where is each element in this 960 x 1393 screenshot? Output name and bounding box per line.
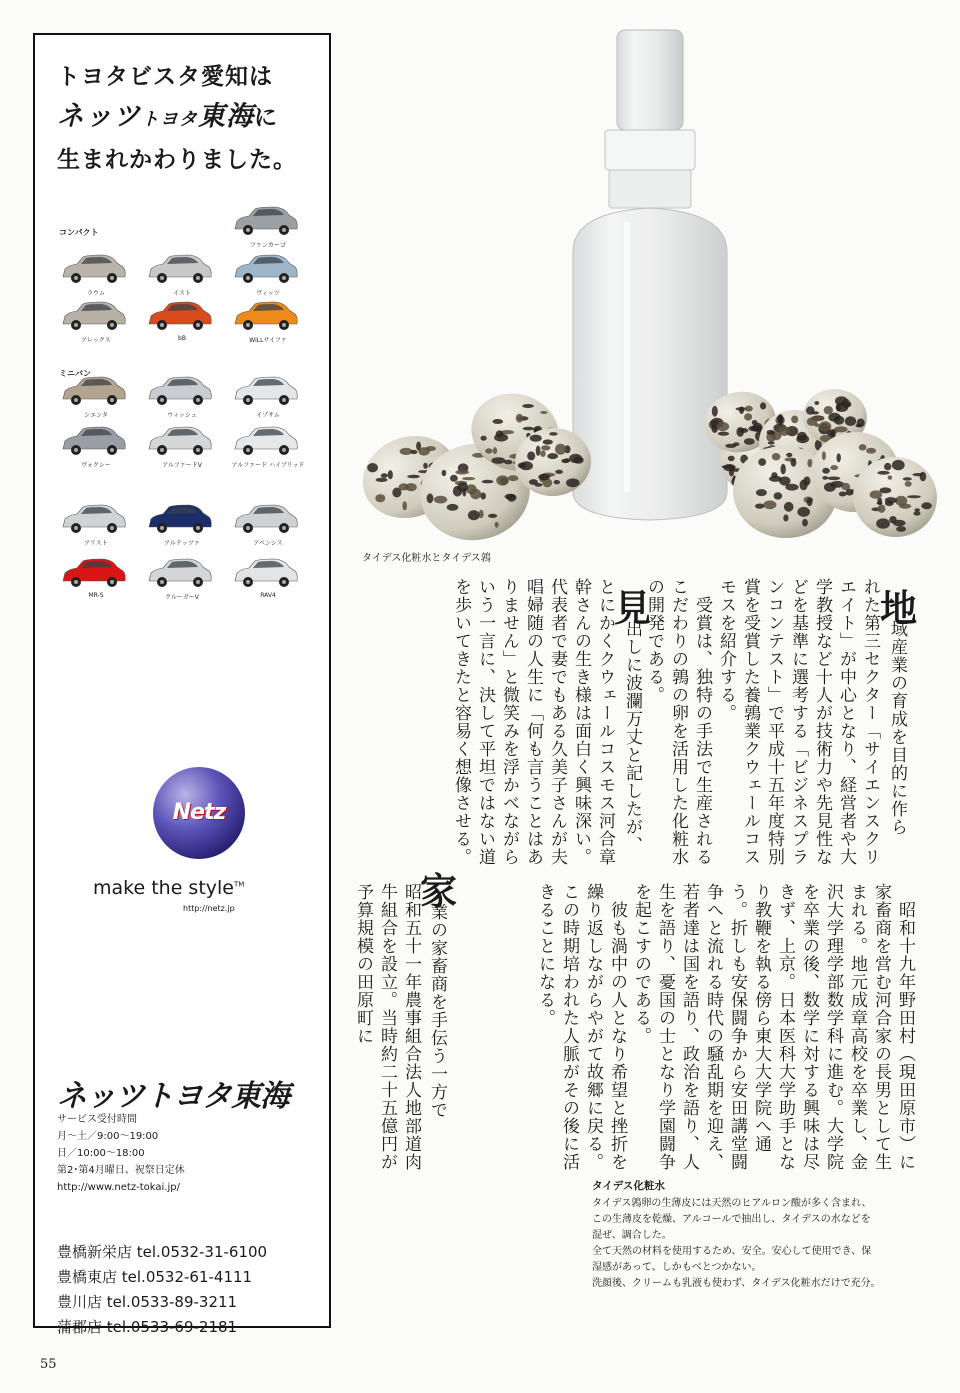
hours-line: サービス受付時間 — [57, 1114, 137, 1125]
car-image — [231, 253, 301, 287]
egg-speckle — [388, 470, 393, 479]
section-label-compact: コンパクト — [59, 228, 99, 237]
sidebar-line: 混ぜ、調合した。 — [592, 1230, 672, 1241]
egg-speckle — [376, 478, 388, 482]
egg-speckle — [564, 458, 570, 463]
car-item — [59, 425, 133, 469]
sidebar-line: タイデス鶉卵の生薄皮には天然のヒアルロン酸が多く含まれ、 — [592, 1198, 872, 1209]
car-image — [231, 503, 301, 537]
egg-speckle — [783, 514, 788, 521]
egg-speckle — [402, 501, 407, 510]
egg-speckle — [920, 472, 927, 481]
egg-speckle — [797, 507, 810, 517]
car-item — [145, 503, 219, 547]
car-name: アベンシス — [253, 540, 283, 547]
egg-speckle — [807, 498, 813, 506]
car-item — [231, 503, 305, 547]
egg-speckle — [913, 511, 920, 515]
egg-speckle — [574, 457, 584, 464]
egg-speckle — [566, 478, 580, 487]
car-image — [59, 375, 129, 409]
car-item — [145, 300, 219, 342]
article-paragraph: 昭和五十一年農事組合法人地部道肉牛組合を設立。当時約二十五億円が予算規模の田原町に — [353, 883, 421, 1171]
egg-speckle — [488, 514, 497, 518]
egg-speckle — [547, 453, 558, 459]
drop-cap: 地 — [880, 586, 917, 630]
car-item — [231, 300, 305, 344]
car-item — [231, 375, 305, 419]
egg-speckle — [425, 446, 436, 451]
egg-speckle — [549, 432, 558, 436]
egg-speckle — [728, 456, 735, 462]
egg-speckle — [485, 448, 492, 453]
car-name: イプサム — [256, 412, 280, 419]
egg-speckle — [447, 504, 459, 511]
car-item — [59, 557, 133, 599]
drop-cap: 見 — [614, 586, 651, 630]
car-name: ラウム — [87, 290, 105, 297]
egg-speckle — [712, 406, 718, 417]
egg-speckle — [905, 481, 912, 487]
egg-speckle — [837, 453, 841, 462]
egg-speckle — [493, 419, 504, 424]
egg-speckle — [538, 474, 549, 480]
article-paragraph: 域産業の育成を目的に作ら — [887, 620, 907, 836]
egg-speckle — [540, 450, 546, 457]
netz-advertisement — [33, 33, 331, 1336]
egg-speckle — [495, 522, 499, 528]
car-name: クルーガーV — [165, 594, 199, 601]
egg-speckle — [779, 476, 790, 485]
egg-speckle — [536, 446, 541, 456]
car-item — [231, 557, 305, 599]
egg-speckle — [835, 396, 848, 406]
car-item — [231, 253, 305, 297]
egg-speckle — [758, 458, 766, 466]
shop-item: 蒲郡店 tel.0533-69-2181 — [57, 1318, 238, 1336]
article-body — [353, 578, 917, 1180]
car-image — [59, 503, 129, 537]
shop-item: 豊橋東店 tel.0532-61-4111 — [57, 1268, 253, 1286]
egg-speckle — [779, 426, 791, 436]
egg-speckle — [455, 470, 469, 475]
egg-speckle — [522, 404, 534, 408]
egg-speckle — [410, 450, 417, 454]
sidebar-line: 洗顔後、クリームも乳液も使わず、タイデス化粧水だけで充分。 — [592, 1278, 881, 1289]
egg-speckle — [744, 438, 755, 445]
egg-speckle — [877, 471, 889, 475]
egg-speckle — [819, 421, 831, 431]
egg-speckle — [492, 457, 506, 464]
product-sidebar — [592, 1178, 937, 1292]
car-name: RAV4 — [260, 592, 276, 599]
car-name: bB — [178, 335, 186, 342]
egg-speckle — [784, 502, 794, 512]
egg-speckle — [807, 417, 817, 426]
egg-speckle — [781, 464, 786, 475]
egg-speckle — [749, 426, 759, 431]
car-item — [145, 375, 219, 419]
egg-speckle — [442, 470, 447, 476]
article-paragraph: とにかくクウェールコスモス河合章幹さんの生き様は面白く興味深い。代表者で妻でもある久美子さんが夫唱婦随の人生に「何も言うことはありません」と微笑みを浮かべながらいう一言に、決して平坦ではない道を歩いてきたと容易く想像させる。 — [451, 578, 615, 866]
egg-speckle — [755, 504, 764, 509]
egg-speckle — [903, 477, 912, 480]
egg-speckle — [877, 502, 883, 505]
car-name: アリスト — [84, 540, 108, 547]
car-name: ウィッシュ — [167, 412, 197, 419]
egg-speckle — [716, 422, 729, 431]
car-name: ヴォクシー — [81, 462, 111, 469]
egg-speckle — [482, 480, 494, 484]
egg-speckle — [830, 465, 838, 470]
ad-url[interactable]: http://netz.jp — [183, 904, 235, 913]
egg-speckle — [803, 476, 810, 485]
article-paragraph: れた第三セクター「サイエンスクリエイト」が中心となり、経営者や大学教授など十人が技術力や先見性などを基準に選考する「ビジネスプランコンテスト」で平成十五年度特別賞を受賞した養鶉業クウェールコスモスを紹介する。 受賞は、独特の手法で生産されるこだわりの鶉の卵を活用した化粧水の開発である。 — [644, 578, 880, 866]
car-name: アルテッツァ — [164, 540, 200, 547]
car-image — [59, 425, 129, 459]
egg-speckle — [481, 436, 487, 441]
egg-speckle — [899, 504, 911, 509]
egg-speckle — [744, 413, 752, 420]
car-item — [59, 375, 133, 419]
car-item — [145, 557, 219, 601]
egg-speckle — [878, 505, 886, 513]
car-image — [231, 375, 301, 409]
egg-speckle — [729, 466, 734, 476]
car-name: ファンカーゴ — [250, 242, 286, 249]
egg-speckle — [876, 518, 890, 528]
car-image — [231, 205, 301, 239]
car-image — [59, 253, 129, 287]
egg-speckle — [791, 416, 798, 424]
egg-speckle — [811, 411, 819, 414]
egg-speckle — [468, 510, 480, 520]
egg-speckle — [896, 526, 906, 532]
egg-speckle — [733, 442, 740, 446]
egg-speckle — [884, 463, 891, 470]
egg-speckle — [375, 494, 385, 502]
egg-speckle — [822, 451, 826, 460]
egg-speckle — [493, 447, 497, 454]
egg-speckle — [434, 496, 447, 504]
ad-headline-line3: 生まれかわりました。 — [57, 147, 297, 173]
egg-speckle — [777, 414, 783, 424]
ad-headline-line2: ネッツトヨタ東海に — [57, 101, 278, 132]
netz-logo: Netz — [153, 767, 245, 859]
hours-line: 月〜土／9:00〜19:00 — [57, 1131, 159, 1142]
trademark-mark: TM — [234, 880, 245, 889]
egg-speckle — [822, 476, 828, 480]
car-image — [231, 300, 301, 334]
egg-speckle — [888, 475, 893, 479]
car-item — [231, 425, 305, 469]
car-name: アルファード ハイブリッド — [231, 462, 305, 469]
egg-speckle — [555, 470, 563, 474]
egg-speckle — [480, 493, 486, 500]
egg-speckle — [814, 401, 819, 405]
sidebar-title: タイデス化粧水 — [592, 1180, 665, 1192]
egg-speckle — [828, 413, 840, 422]
photo-caption: タイデス化粧水とタイデス鶉 — [362, 553, 491, 564]
car-image — [59, 557, 129, 591]
ad-headline — [57, 57, 327, 180]
egg-speckle — [785, 484, 798, 491]
car-item — [145, 425, 219, 469]
ad-tagline: make the style™ — [93, 877, 245, 899]
car-name: アルファードV — [162, 462, 202, 469]
egg-speckle — [824, 483, 836, 492]
car-item — [59, 503, 133, 547]
service-hours — [57, 1111, 185, 1196]
egg-speckle — [399, 483, 409, 490]
egg-speckle — [772, 453, 781, 460]
article-paragraph: 出しに波瀾万丈と記したが、 — [622, 620, 642, 854]
car-image — [145, 557, 215, 591]
page-number: 55 — [40, 1357, 57, 1372]
egg-speckle — [554, 480, 560, 484]
product-photo — [355, 22, 945, 542]
article-paragraph: 業の家畜商を手伝う一方で — [427, 903, 447, 1119]
spray-bottle — [573, 30, 727, 520]
sidebar-line: 湿感があって、しかもべとつかない。 — [592, 1262, 762, 1273]
egg-speckle — [760, 402, 766, 409]
section-label-minivan: ミニバン — [59, 369, 91, 378]
egg-speckle — [450, 475, 458, 482]
car-image — [145, 375, 215, 409]
car-image — [145, 253, 215, 287]
sidebar-line: この生薄皮を乾燥、アルコールで抽出し、タイデスの水などを — [592, 1214, 871, 1225]
hours-url[interactable]: http://www.netz-tokai.jp/ — [57, 1182, 180, 1193]
egg-speckle — [774, 492, 783, 499]
egg-speckle — [845, 416, 856, 426]
egg-speckle — [523, 427, 535, 431]
car-item — [59, 253, 133, 297]
egg-speckle — [846, 489, 853, 496]
egg-speckle — [496, 475, 509, 485]
egg-speckle — [527, 451, 535, 460]
egg-speckle — [791, 459, 797, 467]
egg-speckle — [822, 468, 830, 474]
egg-speckle — [797, 432, 807, 441]
car-name: MR-S — [88, 592, 104, 599]
egg-speckle — [834, 426, 847, 432]
sidebar-line: 全て天然の材料を使用するため、安全。安心して使用でき、保 — [592, 1246, 872, 1257]
car-image — [231, 425, 301, 459]
egg-speckle — [880, 487, 892, 493]
egg-speckle — [786, 453, 792, 457]
egg-speckle — [756, 489, 767, 496]
shop-item: 豊橋新栄店 tel.0532-31-6100 — [57, 1243, 268, 1261]
car-name: イスト — [173, 290, 191, 297]
ad-brand-footer: ネッツトヨタ東海 — [57, 1079, 289, 1114]
egg-speckle — [541, 445, 550, 450]
egg-speckle — [763, 500, 776, 509]
car-item — [145, 253, 219, 297]
shop-item: 豊川店 tel.0533-89-3211 — [57, 1293, 238, 1311]
egg-speckle — [739, 407, 744, 414]
egg-speckle — [470, 489, 481, 500]
car-item — [231, 205, 305, 249]
egg-speckle — [529, 479, 538, 485]
shop-list — [57, 1240, 267, 1340]
egg-speckle — [367, 463, 378, 472]
egg-speckle — [407, 475, 420, 478]
car-name: アレックス — [81, 337, 111, 344]
egg-speckle — [767, 430, 776, 435]
egg-speckle — [543, 439, 553, 444]
egg-speckle — [494, 434, 508, 442]
egg-speckle — [381, 473, 388, 478]
hours-line: 日／10:00〜18:00 — [57, 1148, 145, 1159]
egg-speckle — [739, 428, 748, 433]
egg-speckle — [520, 461, 533, 470]
ad-headline-line1: トヨタビスタ愛知は — [57, 64, 273, 90]
egg-speckle — [458, 482, 469, 492]
car-item — [59, 300, 133, 344]
egg-speckle — [907, 495, 921, 498]
egg-speckle — [802, 519, 808, 527]
car-image — [59, 300, 129, 334]
car-image — [145, 503, 215, 537]
egg-speckle — [893, 520, 905, 527]
drop-cap: 家 — [420, 869, 457, 913]
car-image — [145, 300, 215, 334]
egg-speckle — [423, 463, 428, 469]
egg-speckle — [885, 501, 894, 507]
egg-speckle — [530, 435, 542, 442]
car-image — [231, 557, 301, 591]
car-name: WiLLサイファ — [249, 337, 287, 344]
egg-speckle — [516, 414, 523, 423]
egg-speckle — [892, 460, 905, 470]
egg-speckle — [718, 432, 729, 436]
car-image — [145, 425, 215, 459]
hours-line: 第2･第4月曜日、祝祭日定休 — [57, 1165, 185, 1176]
car-name: シエンタ — [84, 412, 108, 419]
egg-speckle — [462, 477, 475, 480]
egg-speckle — [427, 493, 434, 503]
egg-speckle — [827, 477, 840, 481]
egg-speckle — [507, 494, 517, 502]
car-name: ヴィッツ — [256, 290, 280, 297]
egg-speckle — [540, 411, 547, 414]
egg-speckle — [859, 444, 867, 450]
egg-speckle — [555, 444, 566, 455]
egg-speckle — [921, 502, 932, 509]
egg-speckle — [508, 475, 518, 481]
egg-speckle — [866, 448, 876, 454]
egg-speckle — [855, 424, 862, 428]
egg-speckle — [839, 492, 847, 497]
article-paragraph: 昭和十九年野田村（現田原市）に家畜商を営む河合家の長男として生まれる。地元成章高校を卒業し、金沢大学理学部数学科に進む。大学院を卒業の後、数学に対する興味は尽きず、上京。日本医科大学助手となり教鞭を執る傍ら東大大学院へ通う。折しも安保闘争から安田講堂闘争へと流れる時代の騒乱期を迎え、若者達は国を語り、政治を語り、人生を語り、憂国の士となり学園闘争を起こすのである。 彼も渦中の人となり希望と挫折を繰り返しながらやがて故郷に戻る。この時期培われた人脈がその後に活きることになる。 — [535, 883, 915, 1171]
